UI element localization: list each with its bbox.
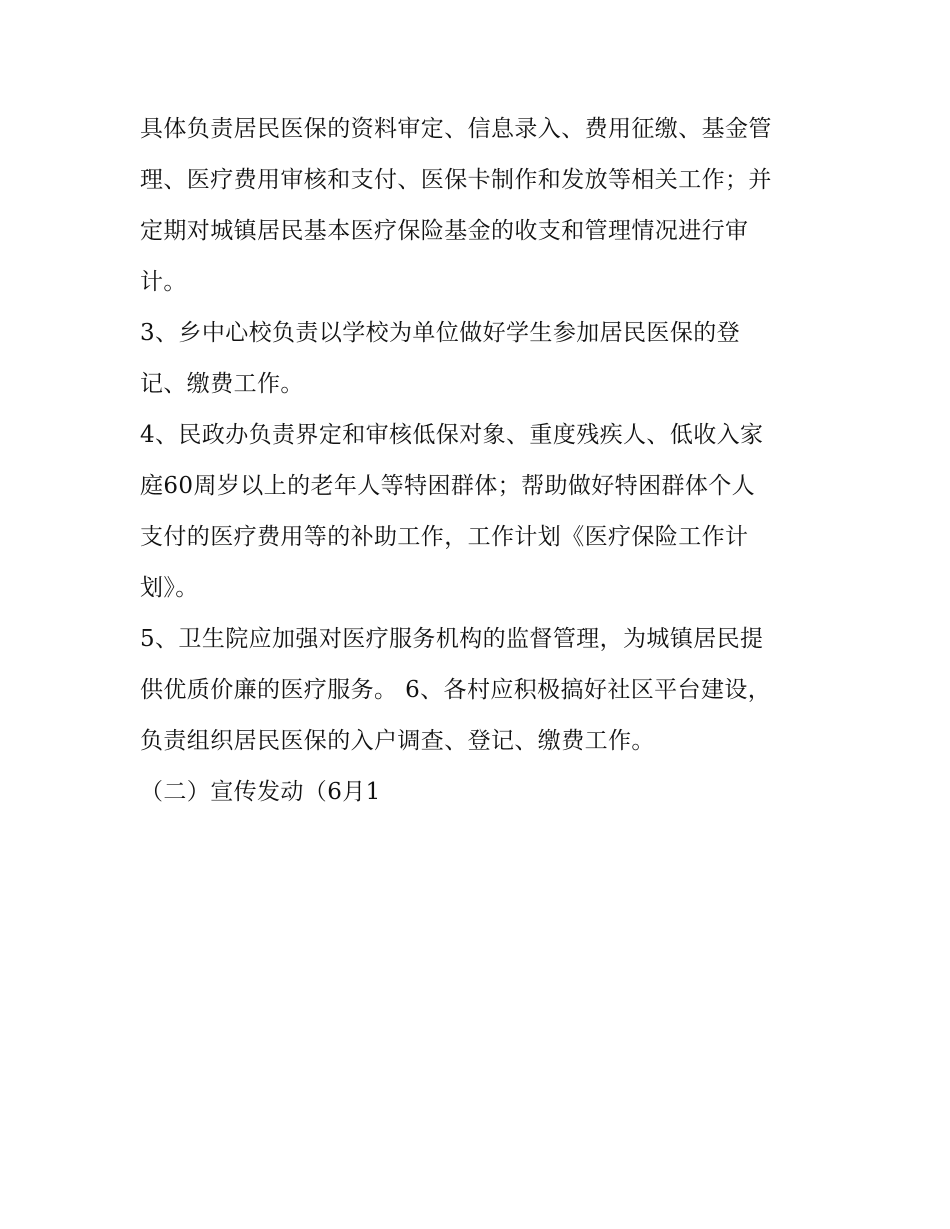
text-line: 负责组织居民医保的入户调查、登记、缴费工作。 — [140, 728, 655, 754]
text-line: 供优质价廉的医疗服务。 6、各村应积极搞好社区平台建设， — [140, 677, 772, 703]
body-text — [140, 109, 820, 823]
text-line: 3、乡中心校负责以学校为单位做好学生参加居民医保的登 — [140, 320, 741, 346]
text-line: 庭60周岁以上的老年人等特困群体；帮助做好特困群体个人 — [140, 473, 756, 499]
text-line: 理、医疗费用审核和支付、医保卡制作和发放等相关工作；并 — [140, 167, 772, 193]
text-line: 记、缴费工作。 — [140, 371, 304, 397]
text-line: 具体负责居民医保的资料审定、信息录入、费用征缴、基金管 — [140, 116, 772, 142]
text-line: （二）宣传发动（6月1 — [140, 779, 381, 805]
text-line: 划》。 — [140, 575, 199, 601]
text-line: 支付的医疗费用等的补助工作，工作计划《医疗保险工作计 — [140, 524, 749, 550]
text-line: 5、卫生院应加强对医疗服务机构的监督管理，为城镇居民提 — [140, 626, 764, 652]
text-line: 定期对城镇居民基本医疗保险基金的收支和管理情况进行审 — [140, 218, 749, 244]
text-line: 计。 — [140, 269, 187, 295]
text-line: 4、民政办负责界定和审核低保对象、重度残疾人、低收入家 — [140, 422, 764, 448]
